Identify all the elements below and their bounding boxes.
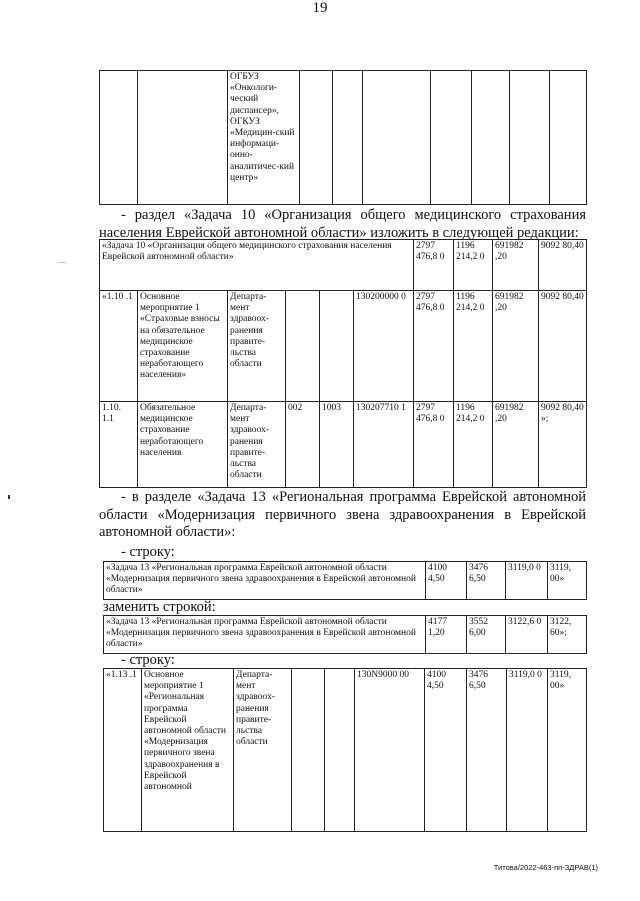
paragraph-task10: - раздел «Задача 10 «Организация общего медицинского страхования населения Еврейской автономной области» изложить в следующей редакции: — [99, 207, 586, 241]
label-stroku-2: - строку: — [121, 652, 175, 668]
task13-new-text: «Задача 13 «Региональная программа Еврейской автономной области «Модернизация первичного звена здравоохранения в Еврейской автономной области» — [104, 616, 426, 654]
row-val-1: 2797 476,8 0 — [414, 402, 454, 488]
scan-mark — [8, 495, 10, 499]
row-csr: 130N9000 00 — [355, 669, 425, 832]
row-csr: 130207710 1 — [354, 402, 414, 488]
row-val-4: 3119, 00» — [548, 669, 587, 832]
row-val-2: 1196 214,2 0 — [454, 402, 493, 488]
row-name: Основное мероприятие 1 «Страховые взносы на обязательное медицинское страхование неработающего населения» — [138, 291, 228, 402]
task13-new-val-2: 3552 6,00 — [467, 616, 506, 654]
task13-new-val-1: 4177 1,20 — [426, 616, 467, 654]
row-dept: Департа-мент здравоох-ранения правите-льства области — [234, 669, 292, 832]
row-number: «1.13 .1 — [104, 669, 142, 832]
task10-header-val-1: 2797 476,8 0 — [414, 240, 454, 291]
row-name: Основное мероприятие 1 «Региональная программа Еврейской автономной области «Модернизация первичного звена здравоохранения в Еврейской автономной — [142, 669, 234, 832]
page-number: 19 — [312, 0, 328, 16]
task13-old-table — [103, 561, 587, 600]
row-code2: 1003 — [320, 402, 354, 488]
task10-header-val-2: 1196 214,2 0 — [454, 240, 493, 291]
task10-header-val-3: 691982 ,20 — [493, 240, 539, 291]
footer-doc-id: Титова/2022-463-пп-ЗДРАВ(1) — [493, 863, 598, 872]
task13-old-val-2: 3476 6,50 — [467, 562, 506, 600]
task10-table — [99, 239, 587, 488]
task13-new-val-4: 3122, 60»; — [548, 616, 587, 654]
row-val-1: 4100 4,50 — [425, 669, 467, 832]
task13-new-table — [103, 615, 587, 654]
task13-old-text: «Задача 13 «Региональная программа Еврейской автономной области «Модернизация первичного звена здравоохранения в Еврейской автономной области» — [104, 562, 426, 600]
paragraph-task13: - в разделе «Задача 13 «Региональная программа Еврейской автономной области «Модернизация первичного звена здравоохранения в Еврейской автономной области»: — [99, 489, 586, 540]
row-val-1: 2797 476,8 0 — [414, 291, 454, 402]
task13-old-val-4: 3119, 00» — [548, 562, 587, 600]
row-val-2: 3476 6,50 — [467, 669, 507, 832]
row-dept: Департа-мент здравоох-ранения правите-льства области — [228, 291, 286, 402]
row-code1: 002 — [286, 402, 320, 488]
task10-header-val-4: 9092 80,40 — [539, 240, 587, 291]
measure-1-13-1-table — [103, 668, 587, 832]
task13-new-val-3: 3122,6 0 — [506, 616, 548, 654]
row-val-3: 691982 ,20 — [493, 291, 539, 402]
top-table — [99, 70, 587, 205]
task10-header: «Задача 10 «Организация общего медицинского страхования населения Еврейской автономной области» — [100, 240, 414, 291]
row-val-3: 3119,0 0 — [507, 669, 548, 832]
scan-mark — [58, 262, 66, 263]
row-name: Обязательное медицинское страхование неработающего населения — [138, 402, 228, 488]
row-val-2: 1196 214,2 0 — [454, 291, 493, 402]
row-number: 1.10. 1.1 — [100, 402, 138, 488]
row-dept: Департа-мент здравоох-ранения правите-льства области — [228, 402, 286, 488]
org-cell: ОГБУЗ «Онкологи-ческий диспансер», ОГКУЗ «Медицин-ский информаци-онно-аналитичес-кий центр» — [228, 71, 300, 205]
label-stroku-1: - строку: — [121, 544, 175, 560]
row-code2 — [320, 291, 354, 402]
row-code1 — [286, 291, 320, 402]
row-csr: 130200000 0 — [354, 291, 414, 402]
task13-old-val-3: 3119,0 0 — [506, 562, 548, 600]
row-val-3: 691982 ,20 — [493, 402, 539, 488]
row-val-4: 9092 80,40 »; — [539, 402, 587, 488]
row-val-4: 9092 80,40 — [539, 291, 587, 402]
label-replace: заменить строкой: — [103, 599, 216, 615]
task13-old-val-1: 4100 4,50 — [426, 562, 467, 600]
row-number: «1.10 .1 — [100, 291, 138, 402]
